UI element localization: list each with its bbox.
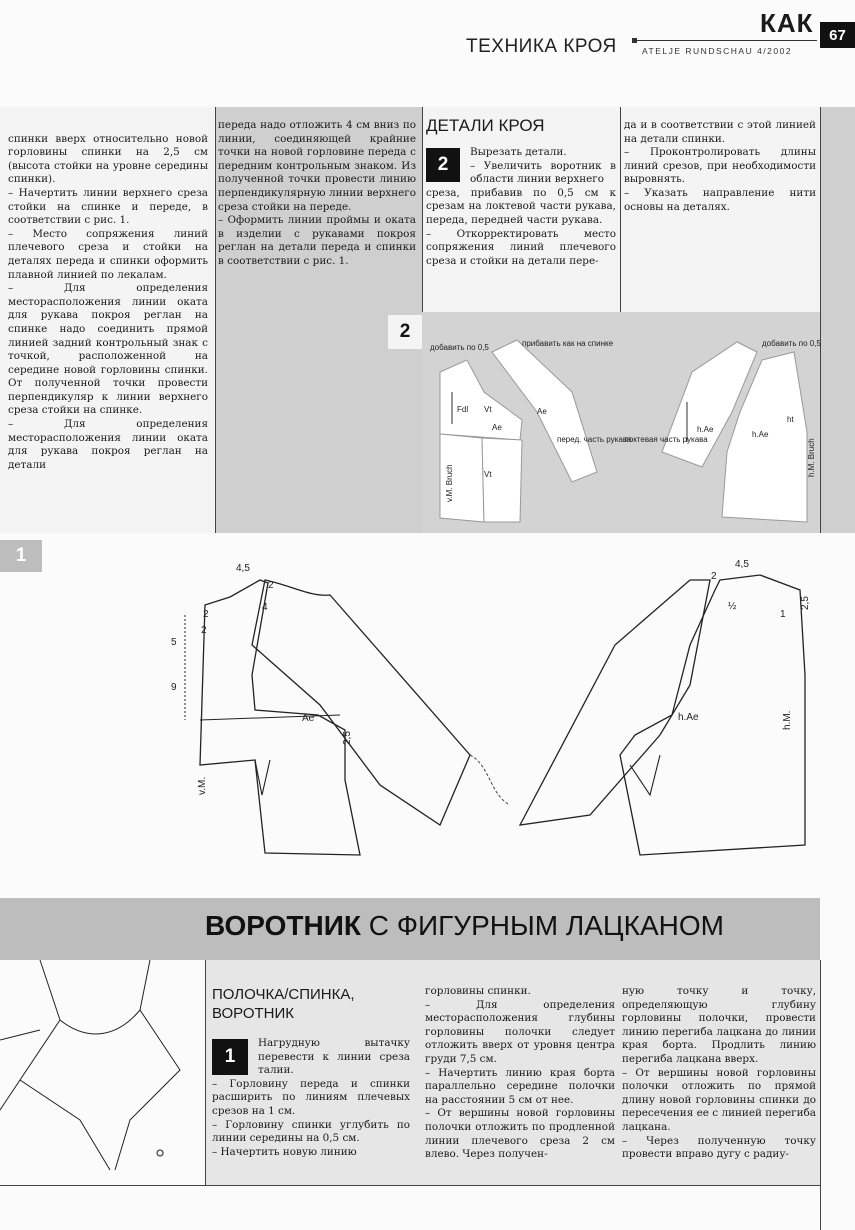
dim-label: 4 — [262, 602, 268, 613]
text-column-1 — [8, 119, 208, 486]
back-dart — [630, 755, 660, 795]
dim-label: 5 — [171, 637, 177, 648]
collar-illustration — [0, 960, 205, 1185]
lapel-line — [115, 960, 180, 1170]
text-column-2 — [218, 119, 416, 269]
collar-col-2 — [425, 985, 615, 1162]
label-add-right: добавить по 0,5 — [762, 339, 821, 348]
front-lower-piece — [482, 438, 522, 522]
figure-2-diagram — [422, 312, 820, 533]
collar-col-1 — [212, 985, 410, 1159]
column-divider — [820, 107, 821, 533]
collar-title-rest: С ФИГУРНЫМ ЛАЦКАНОМ — [368, 910, 724, 941]
collar-title — [205, 910, 724, 942]
dim-label: 2 — [201, 625, 207, 636]
text-column-3 — [426, 116, 616, 268]
label-fdl: Fdl — [457, 405, 469, 414]
figure-1-badge: 1 — [0, 540, 42, 572]
label-hae-back: h.Ae — [752, 430, 769, 439]
waist-line — [200, 715, 340, 720]
dim-label: 4,5 — [735, 559, 749, 570]
paragraph: ную точку и точку, определяющую глубину горловины полочки, провести линию перегиба лацкана до линии края борта. Продлить линию перегиба лацкана вверх. – От вершины новой горловины полочки отложить по прямой длину новой горловины спинки до пересечения ее с линией перегиба лацкана. – Через полученную точку провести вправо дугу с радиу- — [622, 985, 816, 1161]
label-elbow-sleeve: локтевая часть рукава — [624, 435, 708, 444]
label-hae: h.Ae — [697, 425, 714, 434]
paragraph: Вырезать детали. – Увеличить воротник в области линии верхнего — [470, 146, 616, 186]
label-text: добавить по 0,5 — [430, 343, 489, 352]
paragraph: среза, прибавив по 0,5 см к срезам на локтевой части рукава, переда, передней части рукава. – Откорректировать место сопряжения линий плечевого среза и стойки на детали пере- — [426, 186, 616, 267]
column-divider — [215, 107, 216, 533]
collar-title-bold: ВОРОТНИК — [205, 910, 361, 941]
label-vt: Vt — [484, 405, 492, 414]
sleeve-joint-curve — [470, 755, 510, 805]
dim-label: 4,5 — [236, 563, 250, 574]
neck-line — [60, 1010, 140, 1034]
figure-1-diagram — [0, 535, 855, 895]
dim-label: v.M. — [197, 776, 208, 795]
header-bullet — [632, 38, 637, 43]
page-number: 67 — [820, 22, 855, 48]
lapel-line — [20, 960, 110, 1170]
paragraph: да и в соответствии с этой линией на детали спинки. – Проконтролировать длины линий срезов, при необходимости выровнять. – Указать направление нити основы на деталях. — [624, 119, 816, 213]
dim-label: h.M. — [782, 710, 793, 730]
label-ae: Ae — [492, 423, 502, 432]
button — [157, 1150, 163, 1156]
dim-label: ½ — [728, 601, 737, 612]
label-vt-lower: Vt — [484, 470, 492, 479]
collar-col-3 — [622, 985, 816, 1162]
magazine-name: ATELJE RUNDSCHAU 4/2002 — [642, 46, 793, 56]
step-badge: 2 — [426, 148, 460, 182]
dim-label: 2,5 — [342, 731, 353, 745]
paragraph: спинки вверх относительно новой горловины спинки на 2,5 см (высота стойки на уровне середины спинки). – Начертить линии верхнего среза стойки на спинке и переде, в соответствии с рис. 1. – Место сопряжения линий плечевого среза и стойки на деталях переда и спинки оформить плавной линией по лекалам. – Для определения месторасположения линии оката для рукава покроя реглан на спинке надо соединить прямой линией задний контрольный знак с точкой, расположенной на середине новой горловины спинки. От полученной точки провести перпендикуляр к линии верхнего среза стойки на спинке. – Для определения месторасположения линии оката для рукава покроя реглан на детали — [8, 132, 208, 471]
figure-2-badge: 2 — [388, 315, 422, 349]
label-ht: ht — [787, 415, 794, 424]
section-heading: ДЕТАЛИ КРОЯ — [426, 116, 545, 135]
text-column-4 — [624, 119, 816, 214]
label-add-left — [430, 343, 489, 352]
dim-label: Ae — [302, 713, 315, 724]
dim-label: 2,5 — [800, 596, 811, 610]
paragraph: переда надо отложить 4 см вниз по линии, соединяющей крайние точки на новой горловине переда с передним контрольным знаком. Из полученной точки провести линию перпендикулярную линии верхнего среза стойки на переде. – Оформить линии проймы и оката в изделии с рукавами покроя реглан на детали переда и спинки в соответствии с рис. 1. — [218, 119, 416, 267]
paragraph: горловины спинки. – Для определения месторасположения глубины горловины полочки следует отложить вверх от уровня центра груди 7,5 см. – Начертить линию края борта параллельно середине полочки на расстоянии 5 см от нее. – От вершины новой горловины полочки отложить по продленной линии плечевого среза 2 см влево. Через получен- — [425, 985, 615, 1161]
header-brand: КАК — [760, 8, 814, 38]
front-sleeve-outline — [252, 580, 470, 825]
label-add-back: прибавить как на спинке — [522, 339, 614, 348]
label-front-sleeve: перед. часть рукава — [557, 435, 632, 444]
dim-label: 1 — [780, 609, 786, 620]
dim-label: 2 — [268, 580, 274, 591]
seam-line — [0, 1030, 40, 1110]
label-ae-sleeve: Ae — [537, 407, 547, 416]
column-divider — [820, 960, 821, 1230]
dim-label: h.Ae — [678, 712, 699, 723]
bottom-rule — [0, 1185, 820, 1186]
column-divider — [620, 107, 621, 312]
dim-label: 9 — [171, 682, 177, 693]
header-rule — [632, 40, 817, 41]
dim-label: 2 — [203, 609, 209, 620]
back-sleeve-outline — [520, 580, 710, 825]
section-title: ТЕХНИКА КРОЯ — [466, 36, 617, 57]
paragraph: Нагрудную вытачку перевести к линии среза талии. — [258, 1037, 410, 1077]
label-vm-bruch: v.M. Bruch — [445, 464, 454, 502]
label-hm-bruch: h.M. Bruch — [807, 438, 816, 477]
collar-heading: ПОЛОЧКА/СПИНКА, ВОРОТНИК — [212, 986, 355, 1022]
step-badge: 1 — [212, 1039, 248, 1075]
paragraph: – Горловину переда и спинки расширить по линиям плечевых срезов на 1 см. – Горловину спинки углубить по линии середины на 0,5 см. – Начертить новую линию — [212, 1077, 410, 1158]
dim-label: 2 — [711, 571, 717, 582]
column-divider — [205, 960, 206, 1185]
